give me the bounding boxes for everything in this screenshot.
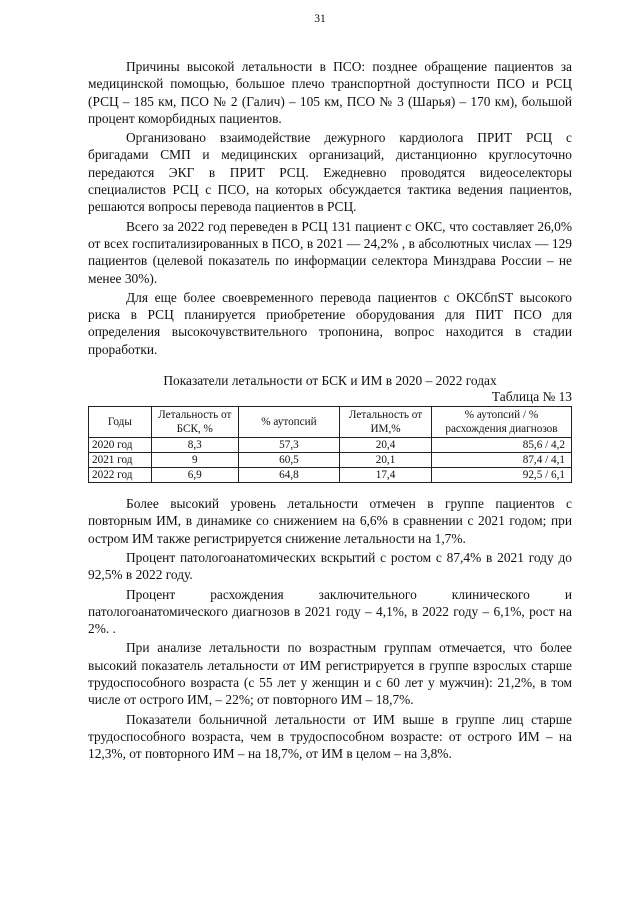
paragraph-repeat-mi: Более высокий уровень летальности отмечен в группе пациентов с повторным ИМ, в динамике со снижением на 6,6% в сравнении с 2021 годом; при остром ИМ также регистрируется снижение летальности на 1,7%. [88,496,572,546]
paragraph-autopsy-rate: Процент патологоанатомических вскрытий с ростом с 87,4% в 2021 году до 92,5% в 2022 году. [88,549,572,583]
table-number: Таблица № 13 [491,389,572,405]
table-cell: 8,3 [151,438,238,453]
table-cell: 20,4 [340,438,432,453]
column-header-mi-mortality: Летальность от ИМ,% [340,407,432,438]
table-row [89,453,572,468]
table-cell: 85,6 / 4,2 [431,438,571,453]
paragraph-equipment-plan: Для еще более своевременного перевода пациентов с ОКСбпST высокого риска в РСЦ планируется приобретение оборудования для ПИТ ПСО для определения высокочувствительного тропонина, вопрос находится в стадии проработки. [88,289,572,357]
table-cell: 60,5 [238,453,339,468]
table-cell: 2020 год [89,438,152,453]
table-row [89,438,572,453]
paragraph-mortality-causes: Причины высокой летальности в ПСО: позднее обращение пациентов за медицинской помощью, большое плечо транспортной доступности ПСО и РСЦ (РСЦ – 185 км, ПСО № 2 (Галич) – 105 км, ПСО № 3 (Шарья) – 170 км), большой процент коморбидных пациентов. [88,59,572,126]
table-cell: 17,4 [340,468,432,483]
table-cell: 92,5 / 6,1 [431,468,571,483]
table-cell: 9 [151,453,238,468]
paragraph-transfer-stats: Всего за 2022 год переведен в РСЦ 131 пациент с ОКС, что составляет 26,0% от всех госпитализированных в ПСО, в 2021 — 24,2% , в абсолютных числах — 129 пациентов (целевой показатель по информации селектора Минздрава России – не менее 30%). [88,218,572,286]
page-number: 31 [314,13,326,25]
column-header-autopsy-percent: % аутопсий [238,407,339,438]
table-row [89,468,572,483]
table-cell: 57,3 [238,438,339,453]
column-header-years: Годы [89,407,152,438]
paragraph-cardiologist-interaction: Организовано взаимодействие дежурного кардиолога ПРИТ РСЦ с бригадами СМП и медицинских организаций, дистанционно круглосуточно передаются ЭКГ в ПРИТ РСЦ. Ежедневно проводятся видеоселекторы специалистов РСЦ с ПСО, на которых обсуждается тактика ведения пациентов, решаются вопросы перевода пациентов в РСЦ. [88,130,572,215]
table-title: Показатели летальности от БСК и ИМ в 2020 – 2022 годах [163,373,497,389]
paragraph-age-groups: При анализе летальности по возрастным группам отмечается, что более высокий показатель летальности от ИМ регистрируется в группе взрослых старше трудоспособного возраста (с 55 лет у женщин и с 60 лет у мужчин): 21,2%, в том числе от острого ИМ, – 22%; от повторного ИМ – 18,7%. [88,640,572,708]
column-header-autopsy-discrepancy: % аутопсий / % расхождения диагнозов [431,407,571,438]
column-header-bsk-mortality: Летальность от БСК, % [151,407,238,438]
table-header-row [89,407,572,438]
table-cell: 20,1 [340,453,432,468]
paragraph-diagnosis-discrepancy: Процент расхождения заключительного клинического и патологоанатомического диагнозов в 2021 году – 4,1%, в 2022 году – 6,1%, рост на 2%. . [88,586,572,637]
table-cell: 87,4 / 4,1 [431,453,571,468]
paragraph-hospital-mortality: Показатели больничной летальности от ИМ выше в группе лиц старше трудоспособного возраста, чем в трудоспособном возрасте: от острого ИМ – на 12,3%, от повторного ИМ – на 18,7%, от ИМ в целом – на 3,8%. [88,711,572,762]
table-cell: 64,8 [238,468,339,483]
mortality-table [88,406,572,483]
table-cell: 2022 год [89,468,152,483]
table-cell: 2021 год [89,453,152,468]
table-cell: 6,9 [151,468,238,483]
document-body [88,58,572,763]
